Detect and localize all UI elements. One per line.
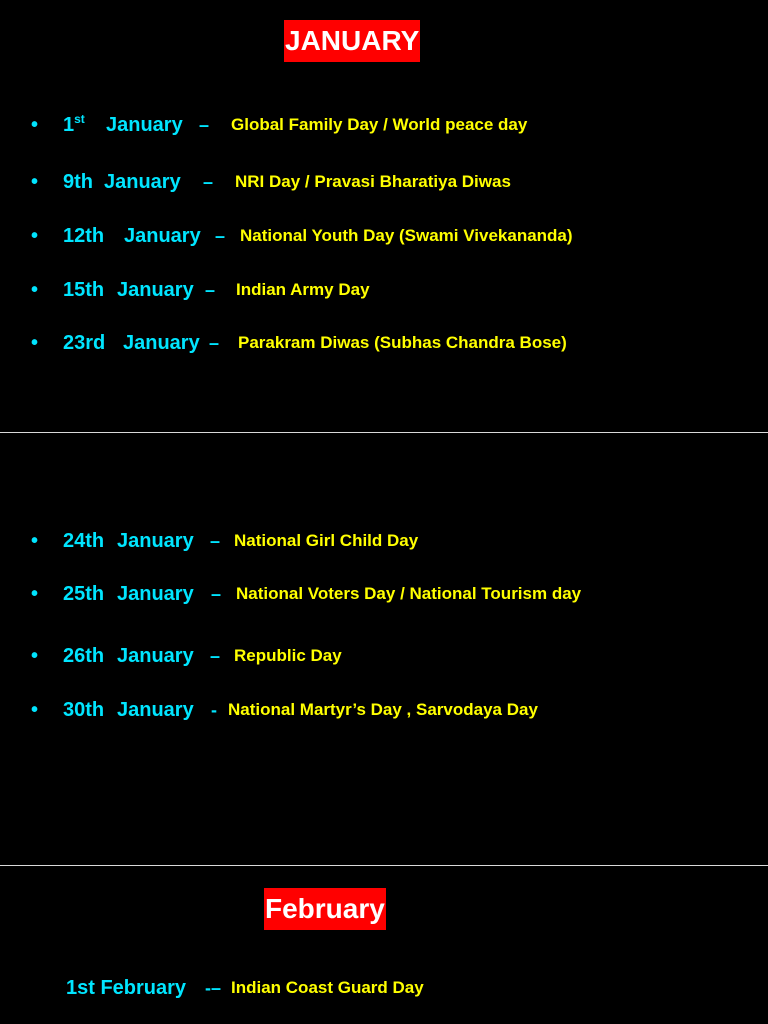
event-month: January xyxy=(117,583,194,605)
bullet-icon: • xyxy=(31,225,39,247)
slide-january-part1 xyxy=(0,0,768,432)
february-title: February xyxy=(264,888,386,930)
bullet-icon: • xyxy=(31,530,39,552)
separator-dash: – xyxy=(205,280,216,300)
event-date: 9th xyxy=(63,171,93,193)
event-month: January xyxy=(117,645,194,667)
event-description: Parakram Diwas (Subhas Chandra Bose) xyxy=(238,333,567,352)
event-description: National Youth Day (Swami Vivekananda) xyxy=(240,226,573,245)
event-description: National Voters Day / National Tourism day xyxy=(236,584,582,603)
event-date: 15th xyxy=(63,279,105,301)
bullet-icon: • xyxy=(31,645,39,667)
separator-dash: – xyxy=(203,172,214,192)
separator-dash: – xyxy=(215,226,226,246)
event-description: National Martyr’s Day , Sarvodaya Day xyxy=(228,700,538,719)
event-description: NRI Day / Pravasi Bharatiya Diwas xyxy=(235,172,511,191)
bullet-icon: • xyxy=(31,699,39,721)
event-date: 1st xyxy=(63,112,85,136)
separator-dash: – xyxy=(199,115,210,135)
bullet-icon: • xyxy=(31,332,39,354)
event-month: January xyxy=(123,332,200,354)
event-date: 1st February xyxy=(66,977,187,999)
event-month: January xyxy=(106,114,183,136)
date-suffix: st xyxy=(74,112,85,126)
slide-february xyxy=(0,866,768,1024)
separator-dash: -– xyxy=(205,978,222,998)
separator-dash: – xyxy=(210,646,221,666)
event-month: January xyxy=(124,225,201,247)
event-month: January xyxy=(117,699,194,721)
separator-dash: – xyxy=(211,584,222,604)
bullet-icon: • xyxy=(31,279,39,301)
event-date: 25th xyxy=(63,583,105,605)
event-date: 24th xyxy=(63,530,105,552)
separator-dash: – xyxy=(210,531,221,551)
event-date: 26th xyxy=(63,645,105,667)
event-description: National Girl Child Day xyxy=(234,531,419,550)
event-description: Indian Coast Guard Day xyxy=(231,978,424,997)
january-title: JANUARY xyxy=(284,20,420,62)
event-description: Global Family Day / World peace day xyxy=(231,115,528,134)
bullet-icon: • xyxy=(31,114,39,136)
bullet-icon: • xyxy=(31,583,39,605)
event-date: 23rd xyxy=(63,332,106,354)
event-month: January xyxy=(104,171,181,193)
event-date: 30th xyxy=(63,699,105,721)
bullet-icon: • xyxy=(31,171,39,193)
separator-dash: - xyxy=(211,700,217,720)
separator-dash: – xyxy=(209,333,220,353)
slide-january-part2 xyxy=(0,433,768,865)
event-description: Indian Army Day xyxy=(236,280,370,299)
event-date: 12th xyxy=(63,225,105,247)
event-month: January xyxy=(117,530,194,552)
event-month: January xyxy=(117,279,194,301)
event-description: Republic Day xyxy=(234,646,342,665)
